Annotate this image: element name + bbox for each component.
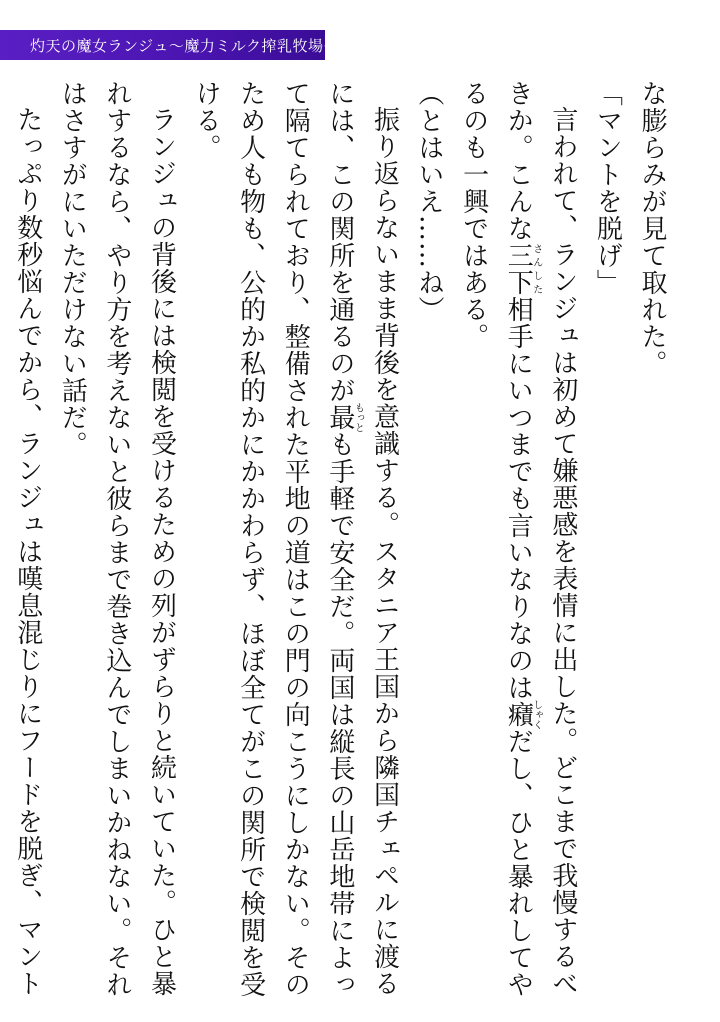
ruby-word — [324, 402, 364, 433]
ruby-reading: しゃく — [530, 699, 542, 730]
paragraph: たっぷり数秒悩んでから、ランジュは嘆息混じりにフードを脱ぎ、マント — [12, 106, 43, 997]
running-header — [0, 30, 340, 60]
ruby-base: 癪 — [503, 699, 534, 730]
ruby-word — [503, 242, 542, 296]
text-span: 相手にいつまでも言いなりなのは — [503, 296, 534, 701]
book-title: 灼天の魔女ランジュ〜魔力ミルク搾乳牧場〜 — [30, 36, 340, 55]
text-span: だし、ひと暴れしてやるのも一興ではある。 — [458, 80, 534, 998]
ruby-base: 最 — [324, 402, 355, 433]
ruby-reading: もっと — [352, 402, 364, 433]
text-span: も手軽で安全だ。両国は縦長の山岳地帯によって隔てられており、整備された平地の道はこの門の向こうにしかない。そのため人も物も、公的か私的かにかかわらず、ほぼ全てがこの関所で検閲を受ける。 — [191, 80, 355, 998]
ruby-reading: さんした — [530, 242, 542, 296]
ruby-word — [503, 699, 542, 730]
paragraph — [451, 80, 585, 1010]
paragraph: ランジュの背後には検閲を受けるための列がずらりと続いていた。ひと暴れするなら、やり方を考えないと彼らまで巻き込んでしまいかねない。それはさすがにいただけない話だ。 — [57, 80, 177, 998]
paragraph: 「マントを脱げ」 — [592, 80, 623, 296]
paragraph — [183, 80, 406, 1010]
text-span: 言われて、ランジュは初めて嫌悪感を表情に出した。どこまで我慢するべきか。こんな — [503, 80, 578, 997]
vertical-body-text — [0, 80, 674, 1010]
text-span: 振り返らないまま背後を意識する。スタニア王国から隣国チェペルに渡るには、この関所を通るのが — [324, 80, 400, 997]
paragraph: な膨らみが見て取れた。 — [637, 80, 667, 377]
ruby-base: 三下 — [503, 242, 534, 296]
paragraph: （とはいえ……ね） — [414, 80, 445, 323]
